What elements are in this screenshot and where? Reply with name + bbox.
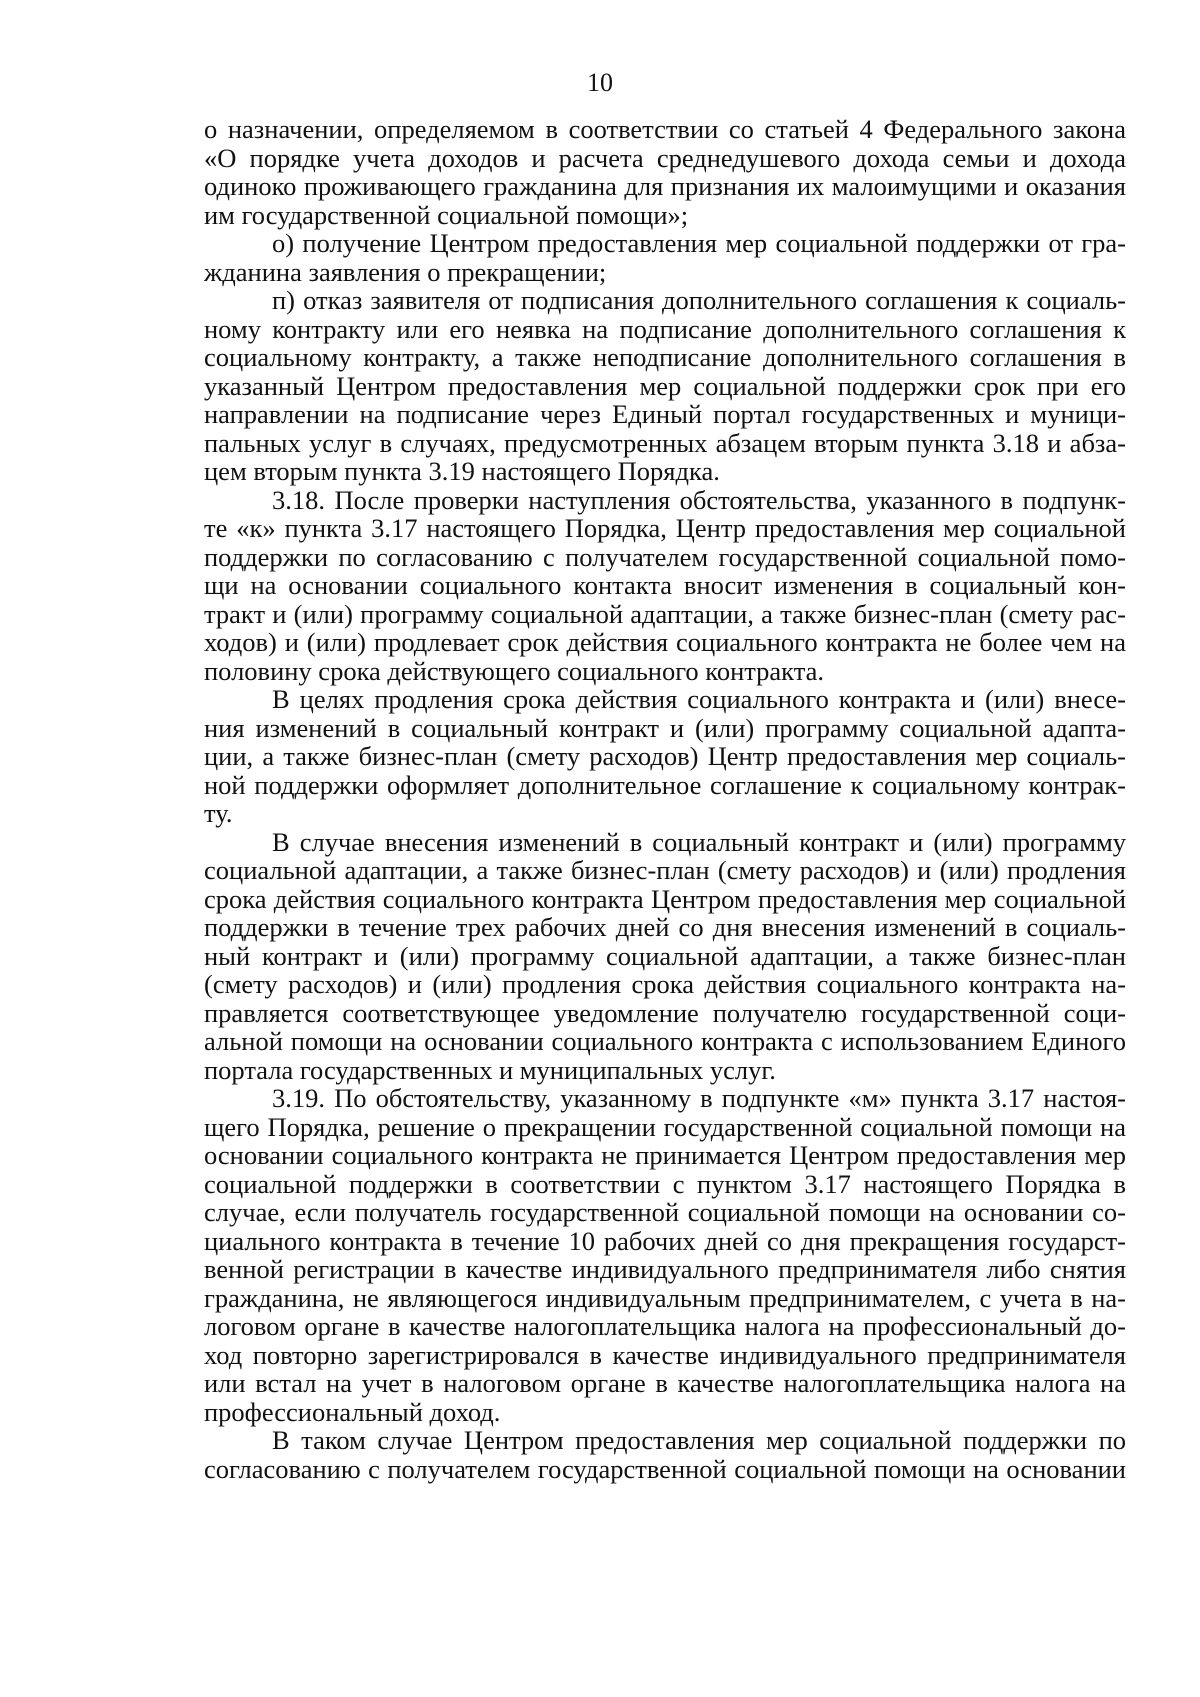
text-line: указанный Центром предоставления мер социальной поддержки срок при его (204, 370, 1126, 401)
text-line: «О порядке учета доходов и расчета среднедушевого дохода семьи и дохода (204, 142, 1126, 173)
text-line: портала государственных и муниципальных услуг. (204, 1054, 776, 1085)
text-line: о) получение Центром предоставления мер социальной поддержки от гра- (272, 228, 1126, 258)
text-line: п) отказ заявителя от подписания дополнительного соглашения к социаль- (272, 285, 1126, 315)
text-line: им государственной социальной помощи»; (204, 199, 689, 230)
text-line: направлении на подписание через Единый портал государственных и муници- (204, 399, 1126, 429)
text-line: В целях продления срока действия социального контракта и (или) внесе- (272, 684, 1126, 714)
text-line: случае, если получатель государственной социальной помощи на основании со- (204, 1197, 1126, 1227)
text-line: 3.18. После проверки наступления обстоятельства, указанного в подпунк- (272, 484, 1126, 515)
page-number: 10 (587, 68, 613, 97)
text-line: поддержки в течение трех рабочих дней со дня внесения изменений в социаль- (204, 912, 1126, 942)
text-line: циального контракта в течение 10 рабочих дней со дня прекращения государст- (204, 1225, 1126, 1256)
text-line: 3.19. По обстоятельству, указанному в подпункте «м» пункта 3.17 настоя- (272, 1083, 1126, 1113)
text-line: щи на основании социального контакта вносит изменения в социальный кон- (204, 570, 1126, 600)
text-line: профессиональный доход. (204, 1396, 501, 1427)
text-line: ту. (204, 798, 233, 828)
text-line: срока действия социального контракта Центром предоставления мер социальной (204, 883, 1126, 914)
text-line: тракт и (или) программу социальной адаптации, а также бизнес-план (смету рас- (204, 598, 1126, 629)
text-line: поддержки по согласованию с получателем государственной социальной помо- (204, 541, 1126, 572)
text-line: гражданина, не являющегося индивидуальным предпринимателем, с учета в на- (204, 1282, 1126, 1313)
text-line: щего Порядка, решение о прекращении государственной социальной помощи на (204, 1111, 1126, 1142)
text-line: жданина заявления о прекращении; (204, 256, 607, 287)
text-line: те «к» пункта 3.17 настоящего Порядка, Центр предоставления мер социальной (204, 513, 1126, 543)
text-line: ному контракту или его неявка на подписание дополнительного соглашения к (204, 313, 1126, 344)
text-line: пальных услуг в случаях, предусмотренных абзацем вторым пункта 3.18 и абза- (204, 427, 1126, 458)
text-line: основании социального контракта не принимается Центром предоставления мер (204, 1140, 1126, 1170)
text-line: социальной поддержки в соответствии с пунктом 3.17 настоящего Порядка в (204, 1168, 1126, 1199)
text-line: В случае внесения изменений в социальный контракт и (или) программу (272, 826, 1126, 857)
text-line: ной поддержки оформляет дополнительное соглашение к социальному контрак- (204, 769, 1126, 800)
text-line: или встал на учет в налоговом органе в качестве налогоплательщика налога на (204, 1368, 1126, 1398)
text-line: ход повторно зарегистрировался в качестве индивидуального предпринимателя (204, 1339, 1126, 1370)
text-line: венной регистрации в качестве индивидуального предпринимателя либо снятия (204, 1254, 1126, 1284)
text-line: ходов) и (или) продлевает срок действия социального контракта не более чем на (204, 627, 1126, 657)
text-line: половину срока действующего социального контракта. (204, 655, 824, 686)
text-line: о назначении, определяемом в соответствии со статьей 4 Федерального закона (204, 114, 1126, 144)
text-line: цем вторым пункта 3.19 настоящего Порядка. (204, 456, 720, 486)
text-line: социальной адаптации, а также бизнес-план (смету расходов) и (или) продления (204, 855, 1126, 885)
body-text (204, 115, 1126, 1483)
text-line: (смету расходов) и (или) продления срока действия социального контракта на- (204, 969, 1126, 999)
text-line: логовом органе в качестве налогоплательщика налога на профессиональный до- (204, 1311, 1126, 1341)
text-line: альной помощи на основании социального контракта с использованием Единого (204, 1026, 1126, 1056)
text-line: правляется соответствующее уведомление получателю государственной соци- (204, 997, 1126, 1028)
text-line: ции, а также бизнес-план (смету расходов) Центр предоставления мер социаль- (204, 741, 1126, 771)
text-line: ния изменений в социальный контракт и (или) программу социальной адапта- (204, 712, 1126, 743)
text-line: социальному контракту, а также неподписание дополнительного соглашения в (204, 342, 1126, 372)
text-line: ный контракт и (или) программу социальной адаптации, а также бизнес-план (204, 940, 1126, 971)
text-line: В таком случае Центром предоставления мер социальной поддержки по (272, 1425, 1126, 1455)
text-line: согласованию с получателем государственной социальной помощи на основании (204, 1453, 1126, 1484)
text-line: одиноко проживающего гражданина для признания их малоимущими и оказания (204, 171, 1126, 201)
